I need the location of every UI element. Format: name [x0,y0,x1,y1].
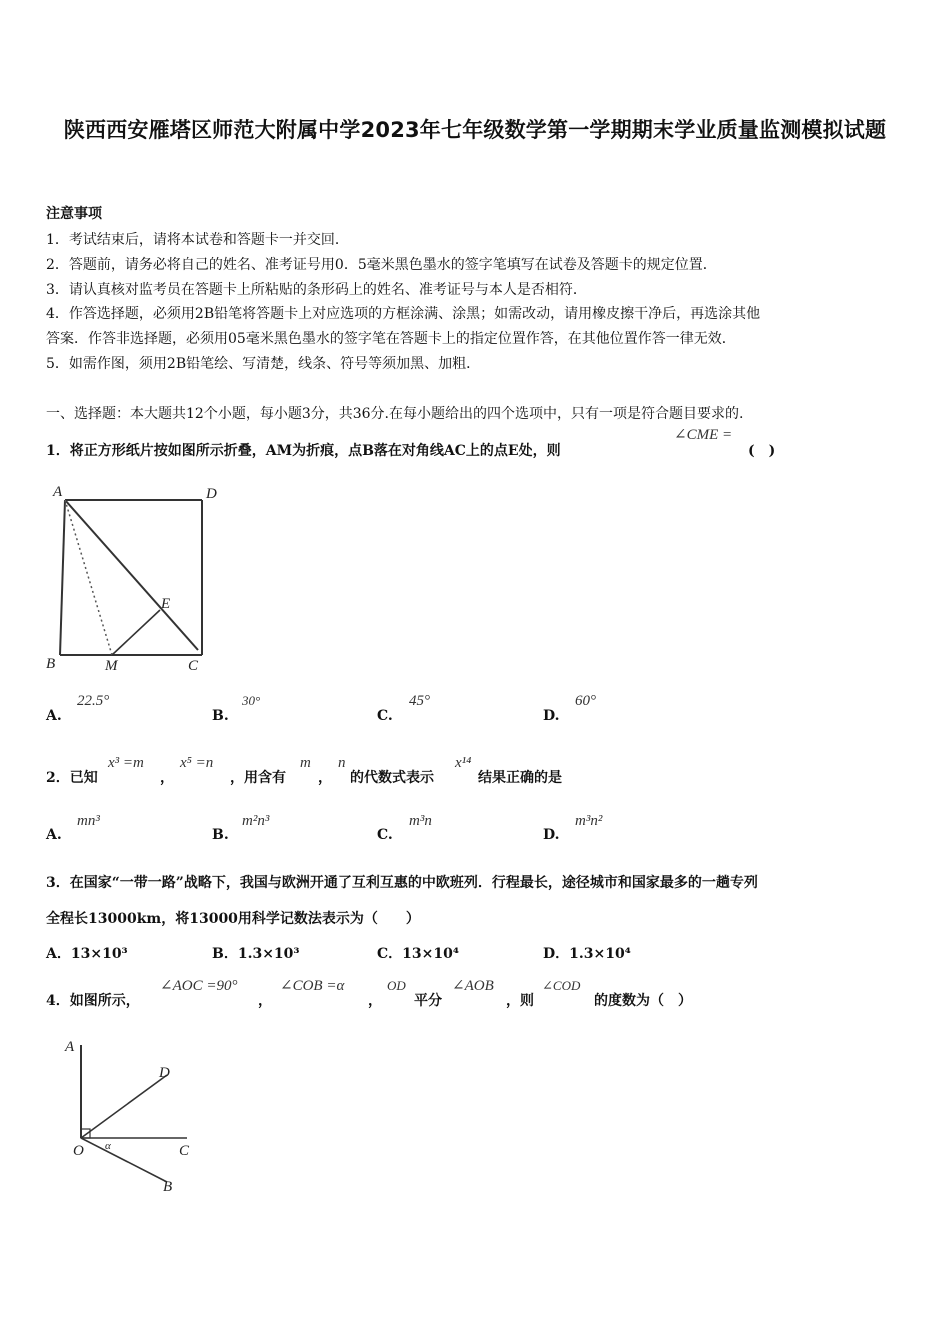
notice-item: 5．如需作图，须用2B铅笔绘、写清楚，线条、符号等须加黑、加粗． [46,356,481,372]
q2-m: m [300,755,311,771]
q1-option-c: 45° [409,693,430,709]
q2-expr2: x⁵ =n [180,755,214,771]
q4-expr4: ∠COD [542,978,581,993]
q3-option-c: C．13×10⁴ [377,946,459,962]
notice-heading: 注意事项 [46,206,102,222]
q4-expr2: ∠COB =α [280,978,345,994]
q1-option-b-label: B. [212,708,229,724]
q2-option-c-label: C. [377,827,393,843]
label-A: A [53,484,63,500]
q1-option-c-label: C. [377,708,393,724]
notice-item: 2．答题前，请务必将自己的姓名、准考证号用0．5毫米黑色墨水的签字笔填写在试卷及答题卡的规定位置． [46,257,717,273]
q1-option-a-label: A. [46,708,62,724]
q4-sep1: ， [258,993,272,1009]
q2-option-d: m³n² [575,813,603,829]
label-B: B [46,656,56,672]
notice-item: 1．考试结束后，请将本试卷和答题卡一并交回． [46,232,349,248]
label-B: B [163,1179,173,1195]
q2-sep1: ， [160,770,174,786]
q3-option-a: A．13×10³ [46,946,128,962]
q2-option-c: m³n [409,813,432,829]
q4-prefix: 4．如图所示， [46,993,140,1009]
q4-sep2: ， [368,993,382,1009]
q2-sep2: ， [318,770,332,786]
q2-n: n [338,755,346,771]
notice-item: 3．请认真核对监考员在答题卡上所粘贴的条形码上的姓名、准考证号与本人是否相符． [46,282,587,298]
q1-option-d: 60° [575,693,596,709]
q2-option-d-label: D. [543,827,560,843]
q1-option-a: 22.5° [77,693,110,709]
q1-text: 1．将正方形纸片按如图所示折叠，AM为折痕，点B落在对角线AC上的点E处，则 [46,443,561,459]
q1-paren: ( ) [748,443,776,459]
label-alpha: α [105,1140,111,1152]
q2-option-b: m²n³ [242,813,270,829]
q4-mid: 平分 [414,993,442,1009]
q2-option-b-label: B. [212,827,229,843]
q4-angle-figure [55,1035,205,1200]
label-E: E [161,596,171,612]
q2-x14: x¹⁴ [455,755,472,771]
label-C: C [179,1143,190,1159]
q2-suffix: 结果正确的是 [478,770,562,786]
q4-mid2: ，则 [506,993,534,1009]
q4-suffix: 的度数为（ ） [594,993,692,1009]
q2-expr1: x³ =m [108,755,144,771]
q2-mid: ，用含有 [230,770,286,786]
q2-option-a: mn³ [77,813,100,829]
q2-mid2: 的代数式表示 [350,770,434,786]
q4-expr3: ∠AOB [452,978,494,994]
q1-expr: ∠CME = [674,427,733,443]
q3-option-d: D．1.3×10⁴ [543,946,631,962]
q2-option-a-label: A. [46,827,62,843]
label-A: A [65,1039,75,1055]
q3-option-b: B．1.3×10³ [212,946,300,962]
label-O: O [73,1143,84,1159]
q3-line1: 3．在国家“一带一路”战略下，我国与欧洲开通了互利互惠的中欧班列．行程最长，途径城市和国家最多的一趟专列 [46,875,758,891]
q2-prefix: 2．已知 [46,770,98,786]
q1-option-d-label: D. [543,708,560,724]
section-heading: 一、选择题：本大题共12个小题，每小题3分，共36分.在每小题给出的四个选项中，只有一项是符合题目要求的. [46,406,744,422]
label-M: M [105,658,118,674]
q1-square-figure [40,478,240,678]
label-C: C [188,658,199,674]
label-D: D [206,486,217,502]
page-title: 陕西西安雁塔区师范大附属中学2023年七年级数学第一学期期末学业质量监测模拟试题 [63,118,887,142]
q4-expr1: ∠AOC =90° [160,978,238,994]
notice-item: 答案．作答非选择题，必须用05毫米黑色墨水的签字笔在答题卡上的指定位置作答，在其他位置作答一律无效． [46,331,736,347]
q4-od: OD [387,978,406,993]
label-D: D [159,1065,170,1081]
notice-item: 4．作答选择题，必须用2B铅笔将答题卡上对应选项的方框涂满、涂黑；如需改动，请用橡皮擦干净后，再选涂其他 [46,306,761,322]
q1-option-b: 30° [242,693,261,708]
q3-line2: 全程长13000km，将13000用科学记数法表示为（ ） [46,911,420,927]
